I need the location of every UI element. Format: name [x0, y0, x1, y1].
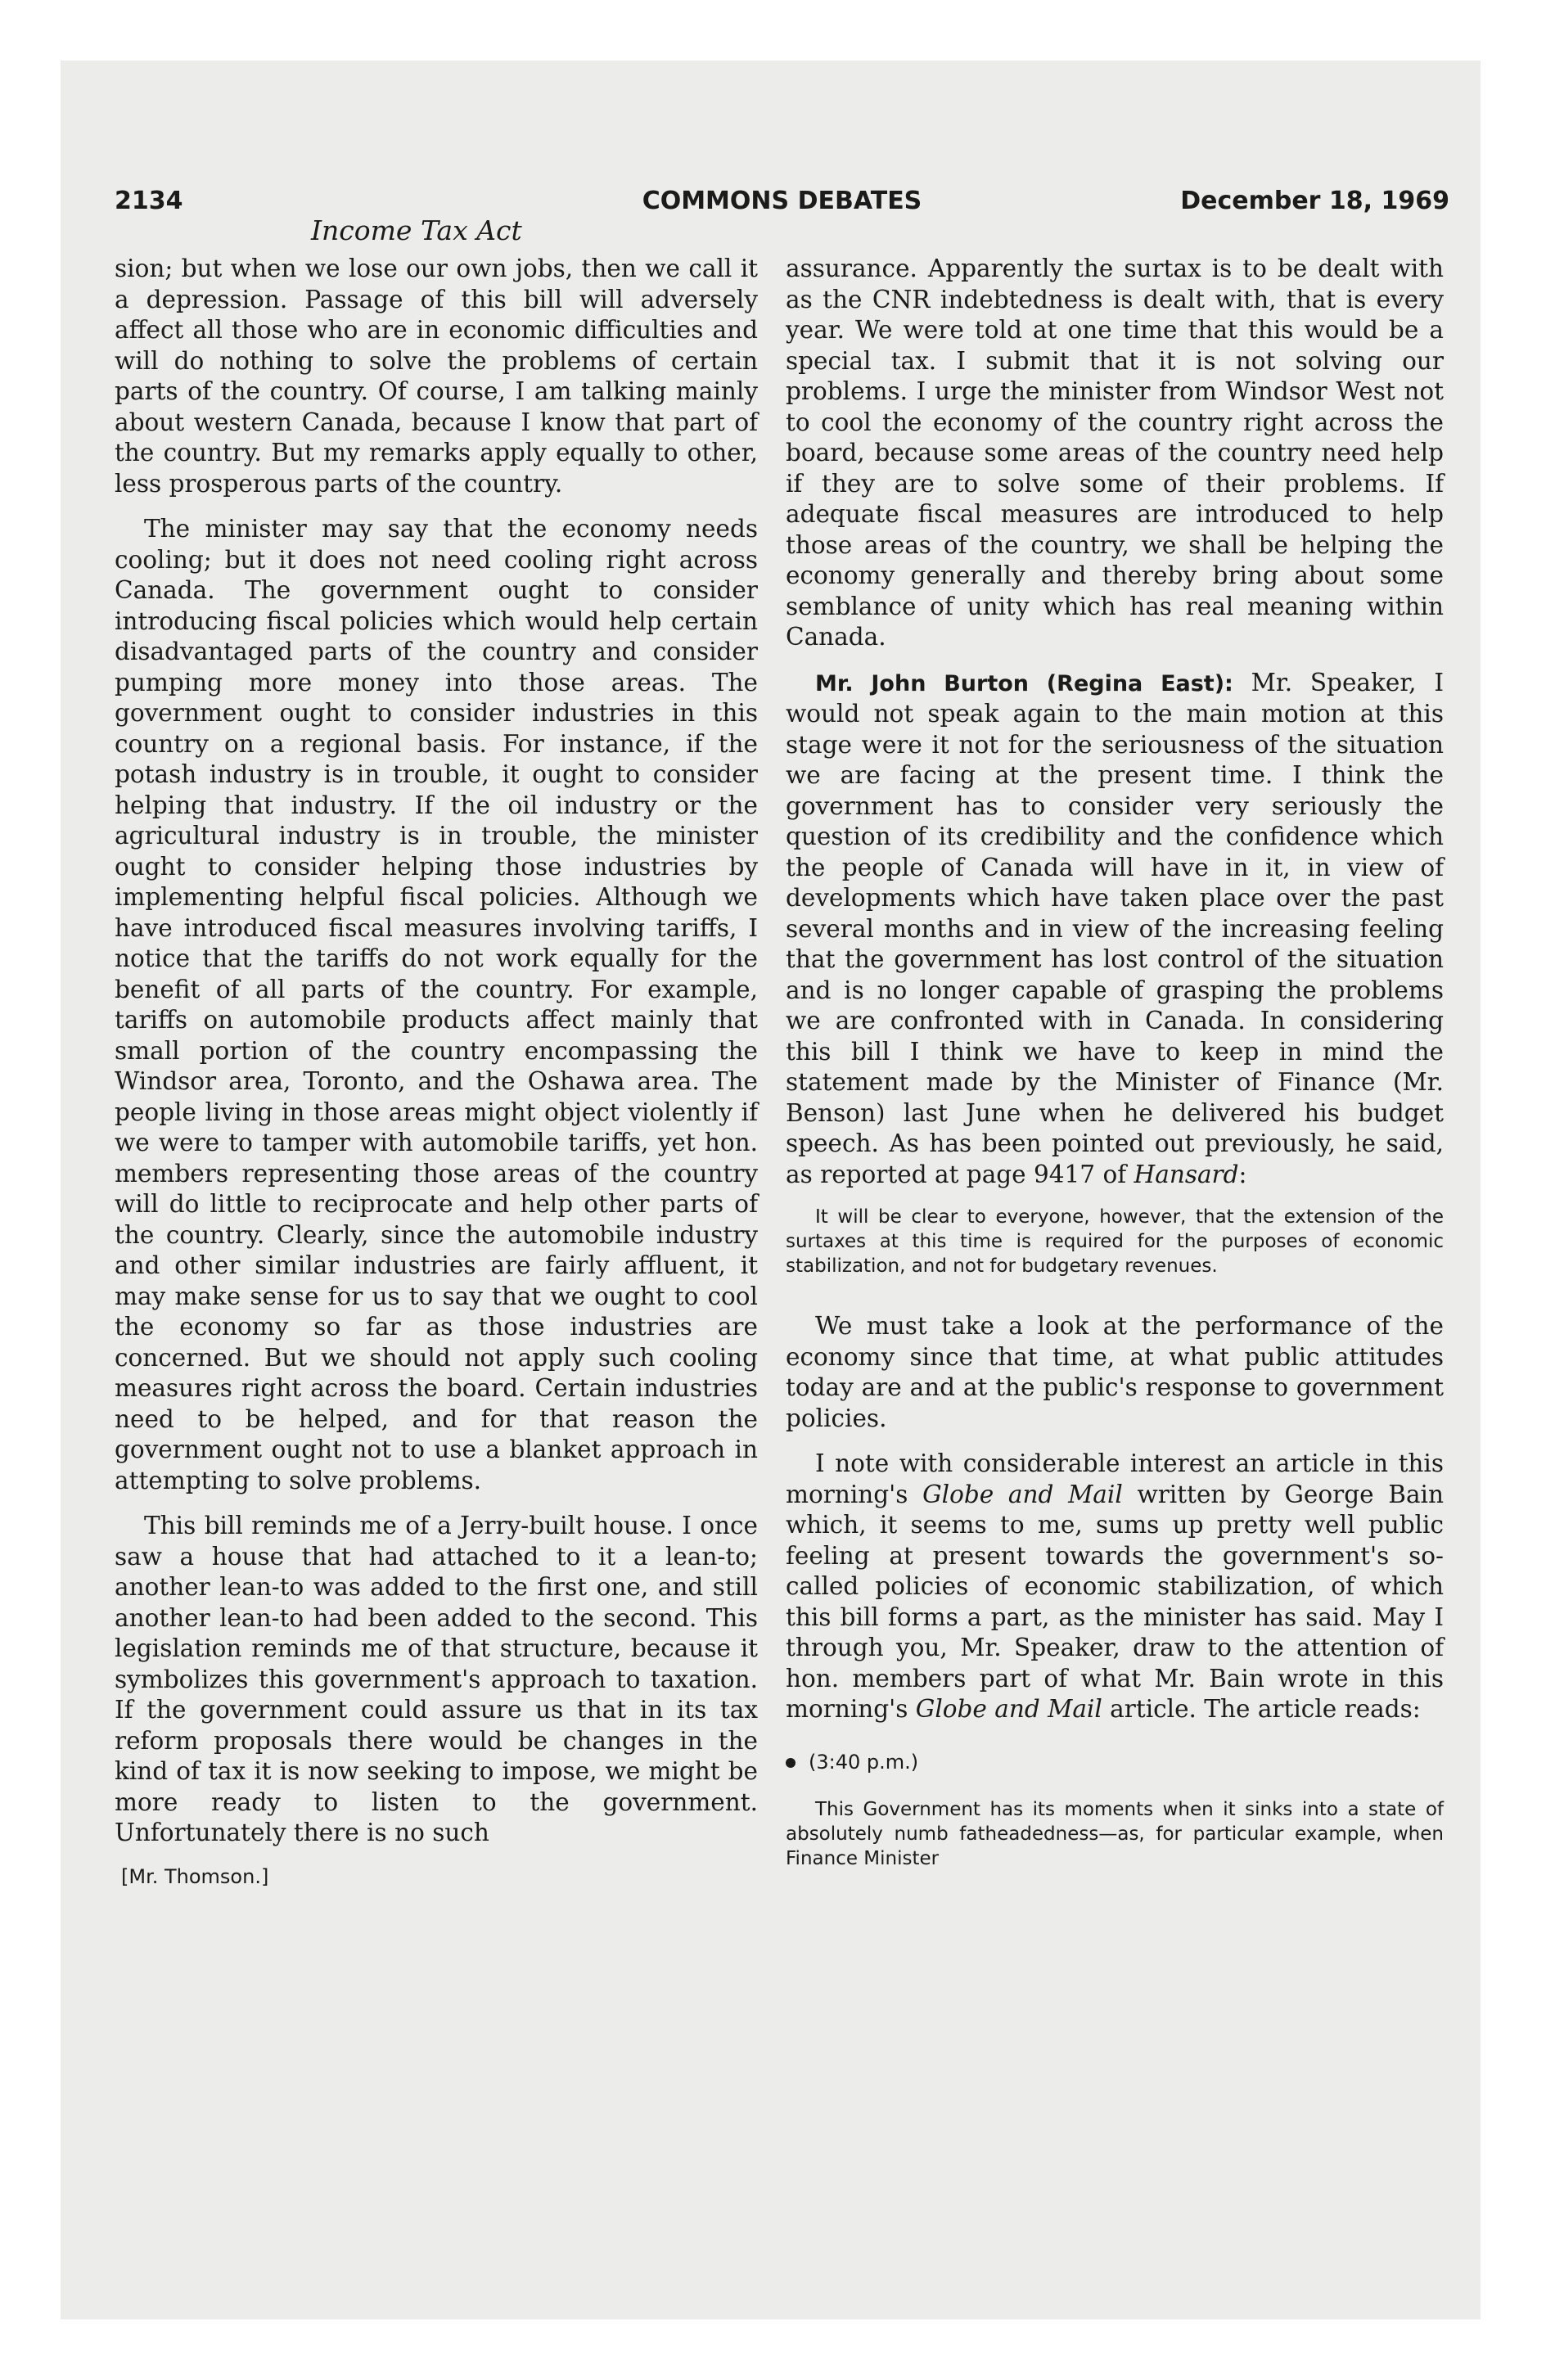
- hansard-title: Hansard: [1134, 1160, 1239, 1188]
- left-paragraph-2: The minister may say that the economy needs cooling; but it does not need cooling right across Canada. The government ought to consider introducing fiscal policies which would help certain disadvantaged parts of the country and consider pumping more money into those areas. The government ought to consider industries in this country on a regional basis. For instance, if the potash industry is in trouble, it ought to consider helping that industry. If the oil industry or the agricultural industry is in trouble, the minister ought to consider helping those industries by implementing helpful fiscal policies. Although we have introduced fiscal measures involving tariffs, I notice that the tariffs do not work equally for the benefit of all parts of the country. For example, tariffs on automobile products affect mainly that small portion of the country encompassing the Windsor area, Toronto, and the Oshawa area. The people living in those areas might object violently if we were to tamper with automobile tariffs, yet hon. members representing those areas of the country will do little to reciprocate and help other parts of the country. Clearly, since the automobile industry and other similar industries are fairly affluent, it may make sense for us to say that we ought to cool the economy so far as those industries are concerned. But we should not apply such cooling measures right across the board. Certain industries need to be helped, and for that reason the government ought not to use a blanket approach in attempting to solve problems.: [115, 515, 758, 1494]
- right-paragraph-2: [786, 668, 1444, 1191]
- quotation-1: It will be clear to everyone, however, that the extension of the surtaxes at this time is required for the purposes of economic stabilization, and not for budgetary revenues.: [786, 1206, 1444, 1277]
- right-paragraph-4: [786, 1449, 1444, 1725]
- timestamp-line: [786, 1750, 1444, 1774]
- publication-title: COMMONS DEBATES: [642, 187, 922, 215]
- speech-text-b: :: [1238, 1160, 1247, 1188]
- p4-text-b: written by George Bain which, it seems to me, sums up pretty well public feeling at present towards the government's so-called policies of economic stabilization, of which this bill forms a part, as the minister has said. May I through you, Mr. Speaker, draw to the attention of hon. members part of what Mr. Bain wrote in this morning's: [786, 1480, 1444, 1723]
- newspaper-title-2: Globe and Mail: [915, 1695, 1102, 1723]
- page-number: 2134: [115, 187, 183, 215]
- left-paragraph-3: This bill reminds me of a Jerry-built house. I once saw a house that had attached to it a lean-to; another lean-to was added to the first one, and still another lean-to had been added to the second. This legislation reminds me of that structure, because it symbolizes this government's approach to taxation. If the government could assure us that in its tax reform proposals there would be changes in the kind of tax it is now seeking to impose, we might be more ready to listen to the government. Unfortunately there is no such: [115, 1512, 758, 1846]
- section-subtitle: Income Tax Act: [311, 214, 522, 246]
- bullet-icon: [786, 1758, 796, 1768]
- newspaper-title-1: Globe and Mail: [922, 1480, 1123, 1508]
- speech-text-a: Mr. Speaker, I would not speak again to the main motion at this stage were it not for the seriousness of the situation we are facing at the present time. I think the government has to consider very seriously the question of its credibility and the confidence which the people of Canada will have in it, in view of developments which have taken place over the past several months and in view of the increasing feeling that the government has lost control of the situation and is no longer capable of grasping the problems we are confronted with in Canada. In considering this bill I think we have to keep in mind the statement made by the Minister of Finance (Mr. Benson) last June when he delivered his budget speech. As has been pointed out previously, he said, as reported at page 9417 of: [786, 668, 1444, 1188]
- right-paragraph-1: assurance. Apparently the surtax is to be dealt with as the CNR indebtedness is dealt with, that is every year. We were told at one time that this would be a special tax. I submit that it is not solving our problems. I urge the minister from Windsor West not to cool the economy of the country right across the board, because some areas of the country need help if they are to solve some of their problems. If adequate fiscal measures are introduced to help those areas of the country, we shall be helping the economy generally and thereby bring about some semblance of unity which has real meaning within Canada.: [786, 255, 1444, 651]
- p4-text-a: I note with considerable interest an article in this morning's: [786, 1449, 1444, 1508]
- timestamp: (3:40 p.m.): [809, 1750, 919, 1774]
- p4-text-c: article. The article reads:: [1102, 1695, 1421, 1723]
- speaker-name: Mr. John Burton (Regina East):: [815, 670, 1233, 696]
- left-paragraph-1: sion; but when we lose our own jobs, then we call it a depression. Passage of this bill will adversely affect all those who are in economic difficulties and will do nothing to solve the problems of certain parts of the country. Of course, I am talking mainly about western Canada, because I know that part of the country. But my remarks apply equally to other, less prosperous parts of the country.: [115, 255, 758, 498]
- right-column: [786, 254, 1444, 1871]
- left-column: [115, 254, 758, 1892]
- speaker-attribution: [Mr. Thomson.]: [121, 1864, 269, 1888]
- right-paragraph-3: We must take a look at the performance of the economy since that time, at what public attitudes today are and at the public's response to government policies.: [786, 1312, 1444, 1432]
- page-date: December 18, 1969: [1180, 187, 1449, 215]
- quotation-2: This Government has its moments when it sinks into a state of absolutely numb fatheadedness—as, for particular example, when Finance Minister: [786, 1798, 1444, 1869]
